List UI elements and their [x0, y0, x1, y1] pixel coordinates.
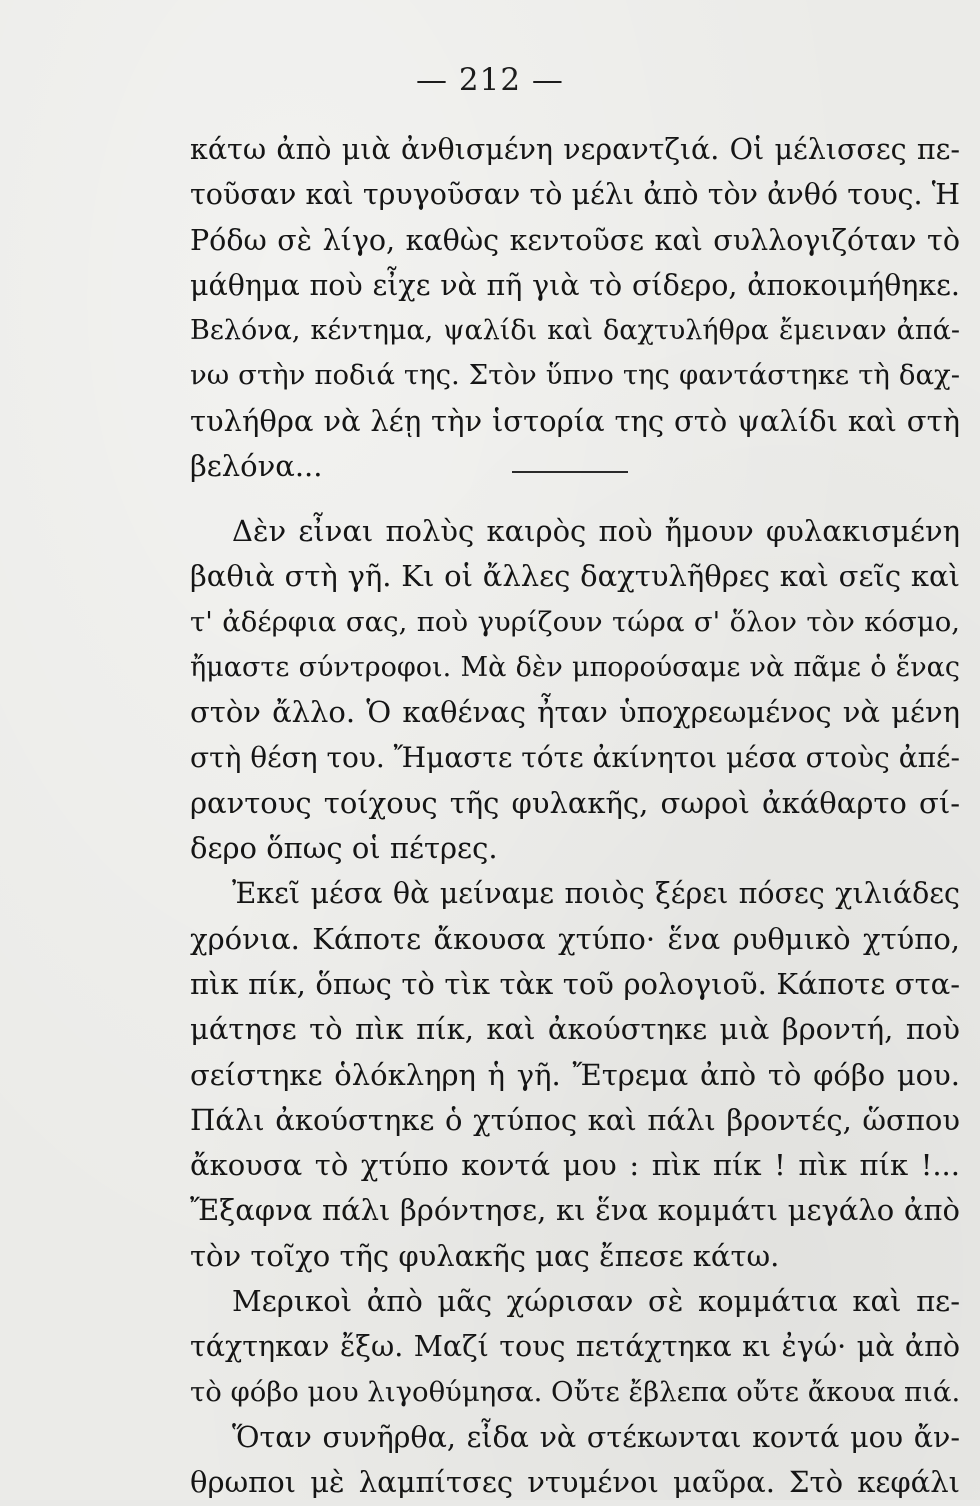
text-line: τὸν τοῖχο τῆς φυλακῆς μας ἔπεσε κάτω. [190, 1238, 780, 1273]
text-line: χρόνια. Κάποτε ἄκουσα χτύπο· ἕνα ρυθμικὸ χτύπο, [190, 921, 960, 956]
text-line: τὸ φόβο μου λιγοθύμησα. Οὔτε ἔβλεπα οὔτε ἄκουα πιά. [190, 1375, 961, 1408]
text-line: τάχτηκαν ἔξω. Μαζί τους πετάχτηκα κι ἐγώ· μὰ ἀπὸ [190, 1330, 960, 1364]
page-number: — 212 — [416, 62, 564, 98]
text-line: δερο ὅπως οἱ πέτρες. [190, 831, 498, 866]
text-line: στὴ θέση του. Ἤμαστε τότε ἀκίνητοι μέσα στοὺς ἀπέ- [190, 741, 960, 775]
text-line: ἄκουσα τὸ χτύπο κοντά μου : πὶκ πίκ ! πὶκ πίκ !... [190, 1148, 960, 1183]
text-line: σείστηκε ὁλόκληρη ἡ γῆ. Ἔτρεμα ἀπὸ τὸ φόβο μου. [190, 1057, 960, 1092]
text-line: θρωποι μὲ λαμπίτσες ντυμένοι μαῦρα. Στὸ κεφάλι [190, 1465, 960, 1500]
text-line: τυλήθρα νὰ λέῃ τὴν ἱστορία της στὸ ψαλίδι καὶ στὴ [190, 403, 960, 438]
text-line: κάτω ἀπὸ μιὰ ἀνθισμένη νεραντζιά. Οἱ μέλισσες πε- [190, 133, 960, 166]
text-line: μάθημα ποὺ εἶχε νὰ πῆ γιὰ τὸ σίδερο, ἀποκοιμήθηκε. [190, 268, 960, 302]
text-line: Δὲν εἶναι πολὺς καιρὸς ποὺ ἤμουν φυλακισμένη [232, 514, 960, 548]
text-line: Ἔξαφνα πάλι βρόντησε, κι ἕνα κομμάτι μεγάλο ἀπὸ [190, 1193, 960, 1228]
text-line: μάτησε τὸ πὶκ πίκ, καὶ ἀκούστηκε μιὰ βροντή, ποὺ [190, 1012, 960, 1047]
text-line: στὸν ἄλλο. Ὁ καθένας ἦταν ὑποχρεωμένος νὰ μένη [190, 695, 960, 730]
text-line: βελόνα... [190, 449, 323, 484]
text-line: τοῦσαν καὶ τρυγοῦσαν τὸ μέλι ἀπὸ τὸν ἀνθό τους. Ἡ [190, 178, 960, 212]
text-line: βαθιὰ στὴ γῆ. Κι οἱ ἄλλες δαχτυλῆθρες καὶ σεῖς καὶ [190, 559, 960, 594]
text-line: Ἐκεῖ μέσα θὰ μείναμε ποιὸς ξέρει πόσες χιλιάδες [232, 877, 960, 911]
paragraph-section-2 [190, 509, 960, 1506]
text-line: τ' ἀδέρφια σας, ποὺ γυρίζουν τώρα σ' ὅλον τὸν κόσμο, [190, 605, 960, 638]
text-line: Βελόνα, κέντημα, ψαλίδι καὶ δαχτυλήθρα ἔμειναν ἀπά- [190, 315, 960, 347]
text-line: ἤμαστε σύντροφοι. Μὰ δὲν μπορούσαμε νὰ πᾶμε ὁ ἕνας [190, 651, 960, 683]
paragraph-section-1 [190, 127, 960, 489]
text-line: Μερικοὶ ἀπὸ μᾶς χώρισαν σὲ κομμάτια καὶ πε- [232, 1284, 960, 1319]
text-line: ραντους τοίχους τῆς φυλακῆς, σωροὶ ἀκάθαρτο σί- [190, 785, 960, 820]
text-line: Πάλι ἀκούστηκε ὁ χτύπος καὶ πάλι βροντές, ὥσπου [190, 1102, 960, 1137]
section-divider [512, 471, 628, 473]
text-line: νω στὴν ποδιά της. Στὸν ὕπνο της φαντάστηκε τὴ δαχ- [190, 359, 960, 392]
text-line: Ρόδω σὲ λίγο, καθὼς κεντοῦσε καὶ συλλογιζόταν τὸ [190, 223, 960, 257]
text-line: Ὅταν συνῆρθα, εἶδα νὰ στέκωνται κοντά μου ἄν- [232, 1420, 960, 1454]
text-line: πὶκ πίκ, ὅπως τὸ τὶκ τὰκ τοῦ ρολογιοῦ. Κάποτε στα- [190, 966, 960, 1001]
